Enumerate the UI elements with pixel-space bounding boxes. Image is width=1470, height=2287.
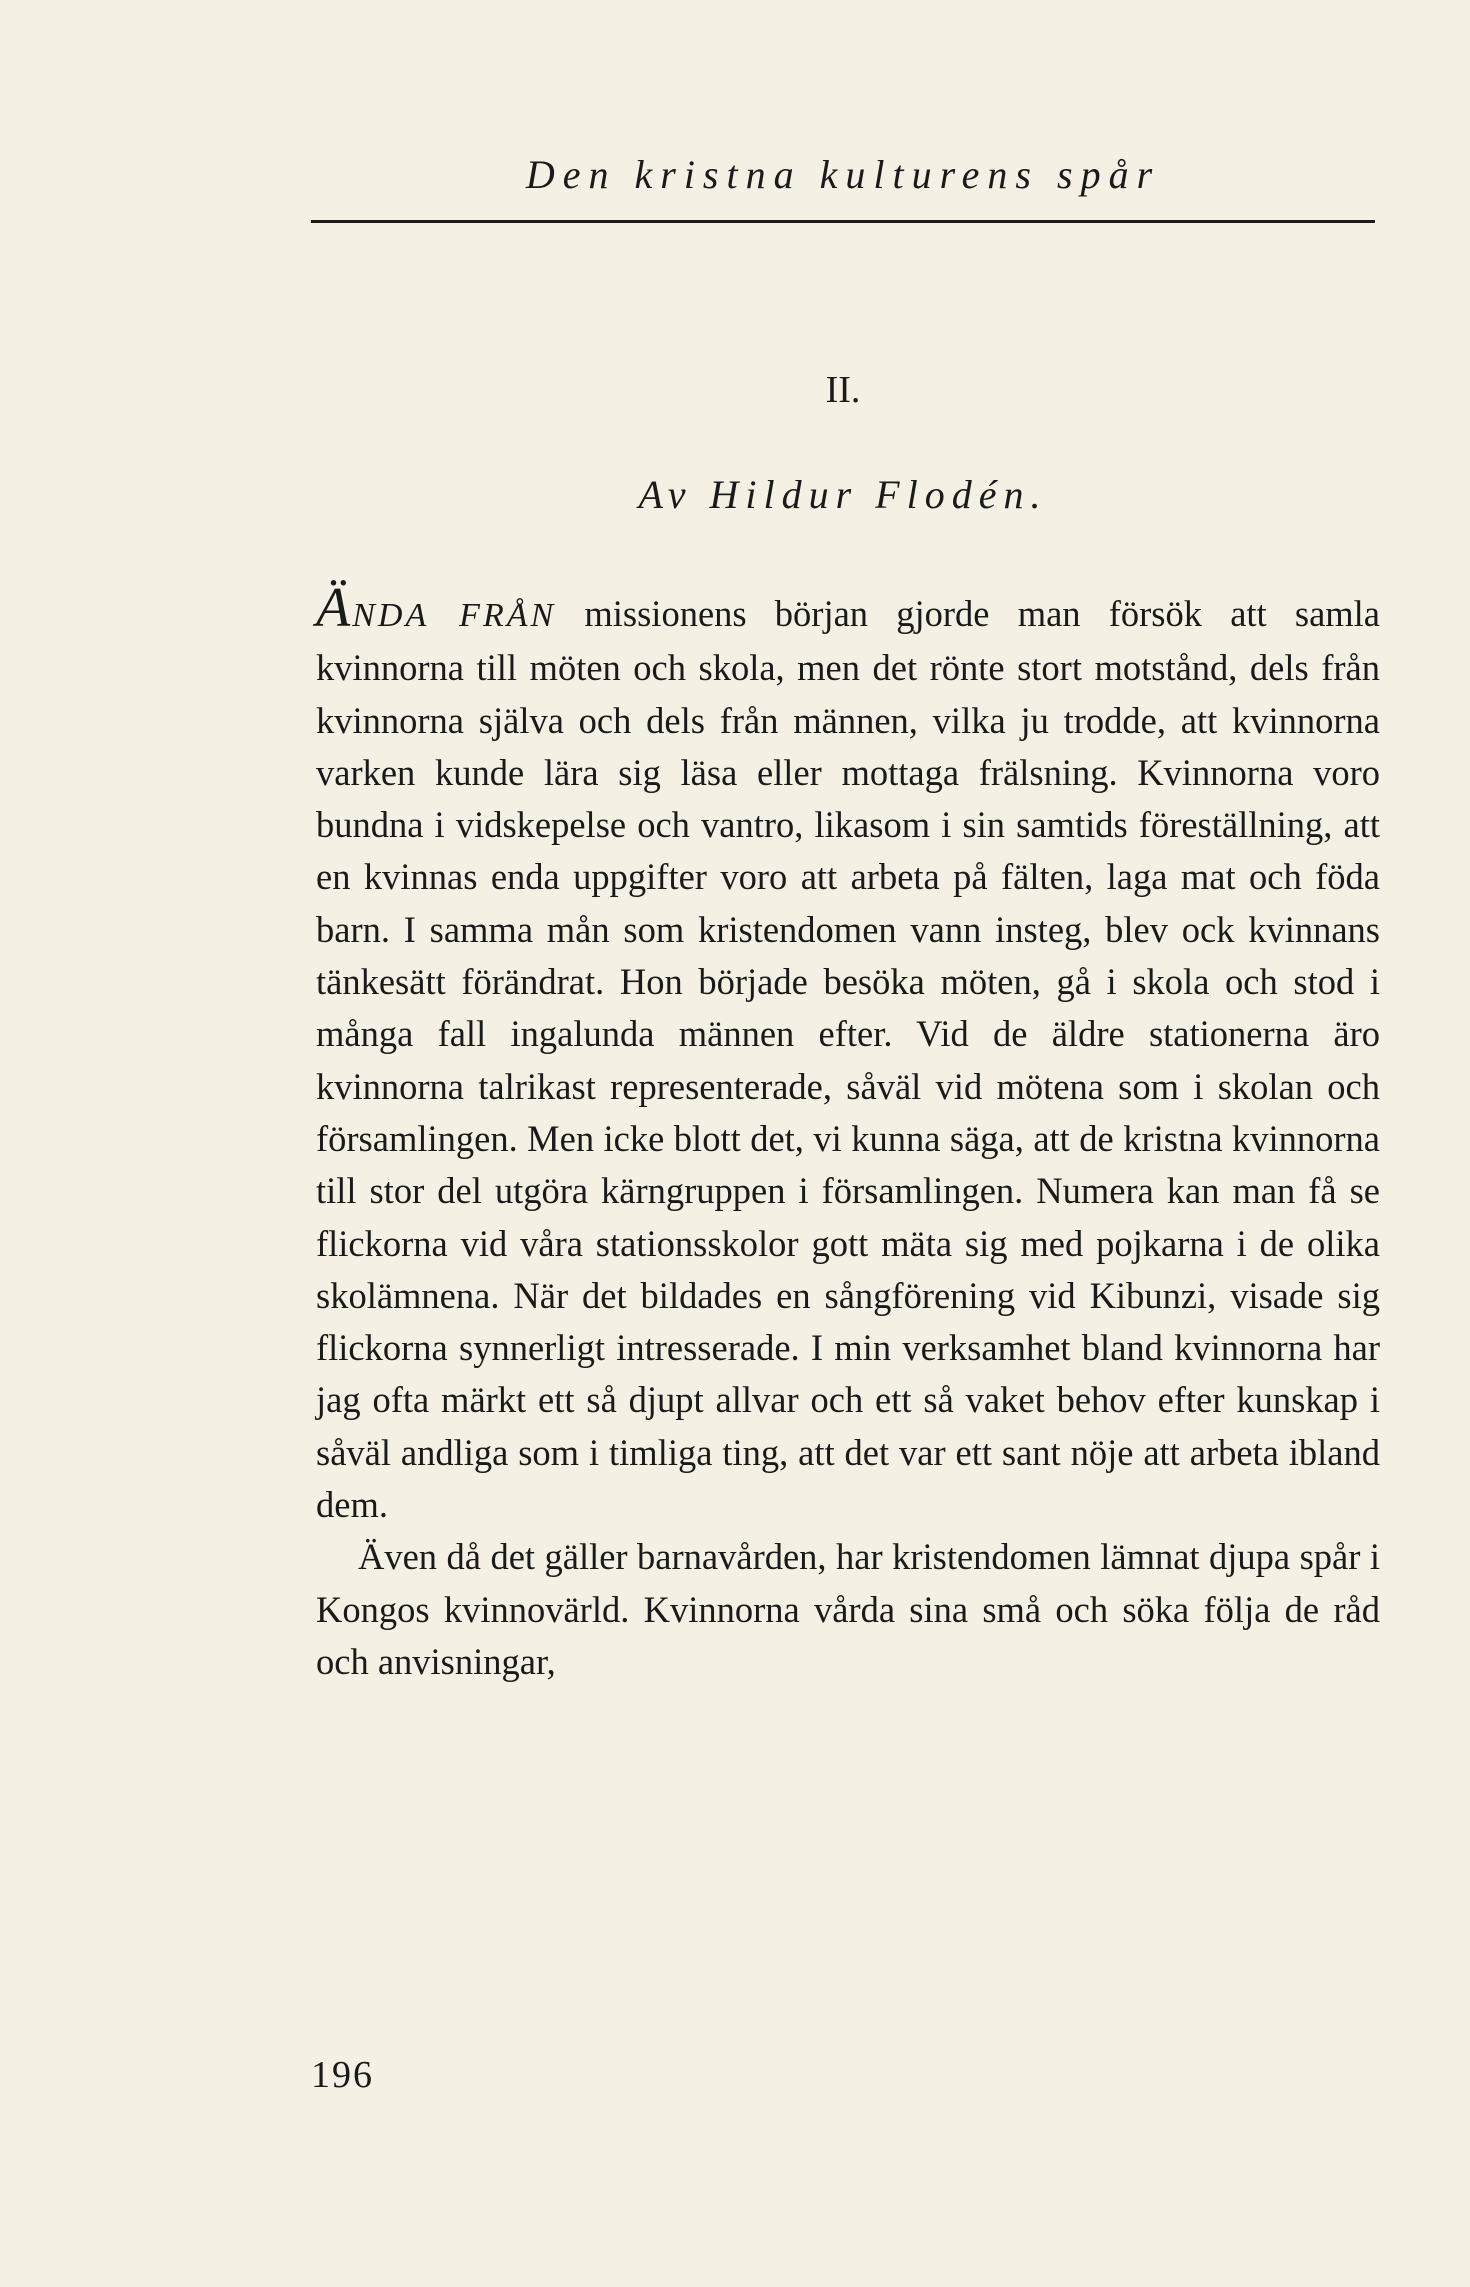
section-number: II.: [825, 369, 861, 411]
author-byline: Av Hildur Flodén.: [638, 472, 1048, 517]
article-body: [316, 577, 1381, 1688]
running-head: Den kristna kulturens spår: [525, 152, 1161, 197]
paragraph-1-text: missionens början gjorde man försök att samla kvinnorna till möten och skola, men det rönte stort motstånd, dels från kvinnorna själva och dels från männen, vilka ju trodde, att kvinnorna varken kunde lära sig läsa eller mottaga frälsning. Kvinnorna voro bundna i vidskepelse och vantro, likasom i sin samtids föreställning, att en kvinnas enda uppgifter voro att arbeta på fälten, laga mat och föda barn. I samma mån som kristendomen vann insteg, blev ock kvinnans tänkesätt förändrat. Hon började besöka möten, gå i skola och stod i många fall ingalunda männen efter. Vid de äldre stationerna äro kvinnorna talrikast representerade, såväl vid mötena som i skolan och församlingen. Men icke blott det, vi kunna säga, att de kristna kvinnorna till stor del utgöra kärngruppen i församlingen. Numera kan man få se flickorna vid våra stationsskolor gott mäta sig med pojkarna i de olika skolämnena. När det bildades en sångförening vid Kibunzi, visade sig flickorna synnerligt intresserade. I min verksamhet bland kvinnorna har jag ofta märkt ett så djupt allvar och ett så vaket behov efter kunskap i såväl andliga som i timliga ting, att det var ett sant nöje att arbeta ibland dem.: [316, 593, 1381, 1526]
paragraph-1: [316, 577, 1381, 1531]
header-rule: [311, 220, 1375, 223]
page-number: 196: [311, 2054, 374, 2096]
drop-cap: Ä: [316, 577, 353, 639]
paragraph-2: Även då det gäller barnavården, har kristendomen lämnat djupa spår i Kongos kvinnovärld. Kvinnorna vårda sina små och söka följa de råd och anvisningar,: [316, 1536, 1380, 1682]
lead-words: NDA FRÅN: [352, 597, 557, 634]
